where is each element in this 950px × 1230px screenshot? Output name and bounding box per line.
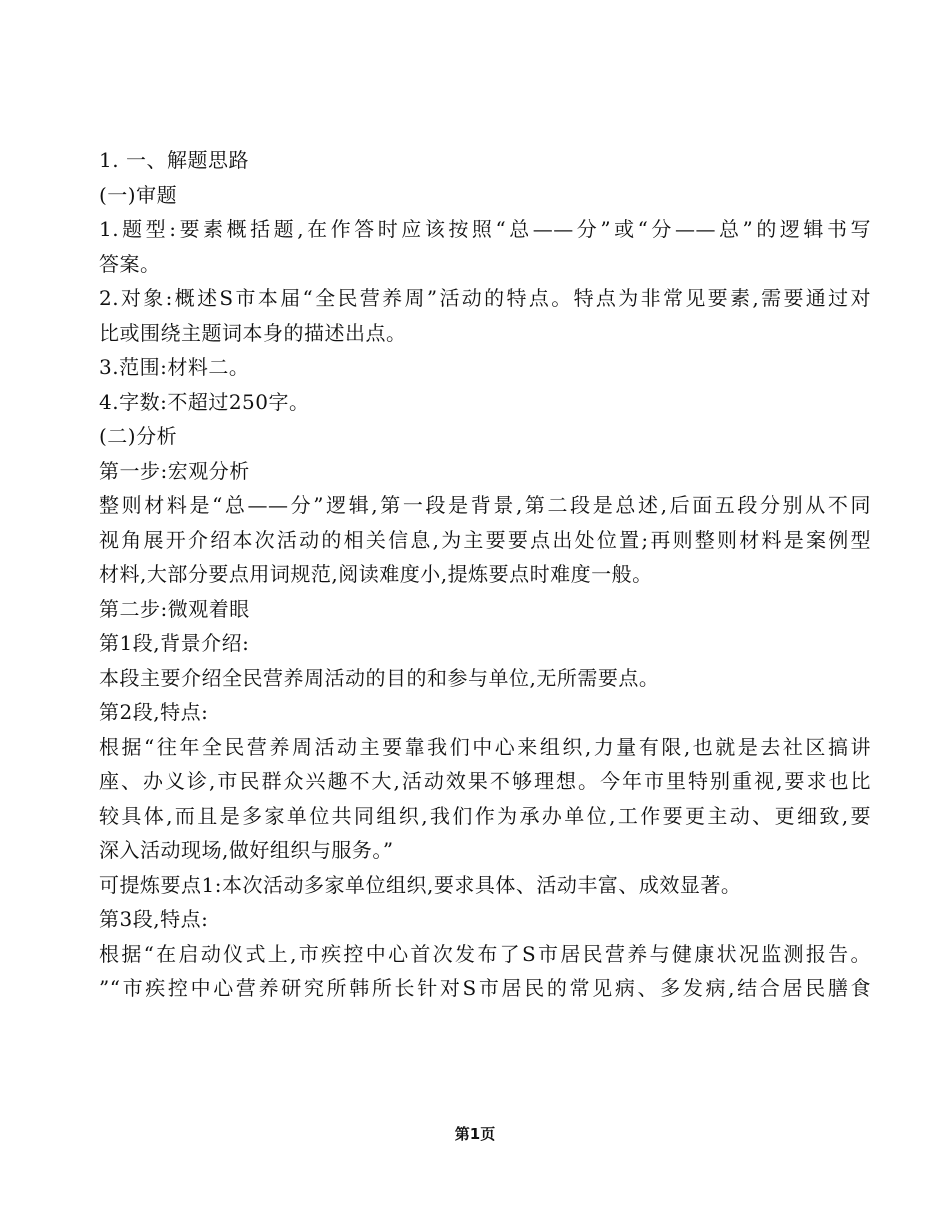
paragraph-line: 根据“在启动仪式上,市疾控中心首次发布了S市居民营养与健康状况监测报告。	[99, 941, 871, 966]
paragraph-line: 材料,大部分要点用词规范,阅读难度小,提炼要点时难度一般。	[99, 562, 653, 586]
document-body	[99, 143, 871, 1006]
paragraph-line: 1.题型:要素概括题,在作答时应该按照“总——分”或“分——总”的逻辑书写	[99, 217, 871, 241]
paragraph-line: 座、办义诊,市民群众兴趣不大,活动效果不够理想。今年市里特别重视,要求也比	[99, 769, 871, 793]
paragraph-line: ”“市疾控中心营养研究所韩所长针对S市居民的常见病、多发病,结合居民膳食	[99, 976, 871, 1000]
paragraph-label: 第2段,特点:	[99, 700, 209, 724]
paragraph-line: 本段主要介绍全民营养周活动的目的和参与单位,无所需要点。	[99, 665, 660, 690]
paragraph-line: 比或围绕主题词本身的描述出点。	[99, 320, 407, 345]
page-number: 第1页	[454, 1125, 496, 1143]
subsection-heading: (二)分析	[99, 424, 178, 448]
key-point-line: 可提炼要点1:本次活动多家单位组织,要求具体、活动丰富、成效显著。	[99, 872, 742, 897]
subsection-heading: (一)审题	[99, 182, 178, 207]
paragraph-line: 答案。	[99, 251, 161, 276]
paragraph-line: 3.范围:材料二。	[99, 355, 250, 379]
paragraph-line: 整则材料是“总——分”逻辑,第一段是背景,第二段是总述,后面五段分别从不同	[99, 493, 871, 517]
step-heading: 第一步:宏观分析	[99, 458, 250, 483]
step-heading: 第二步:微观着眼	[99, 596, 250, 621]
paragraph-line: 根据“往年全民营养周活动主要靠我们中心来组织,力量有限,也就是去社区搞讲	[99, 734, 871, 759]
paragraph-line: 深入活动现场,做好组织与服务。”	[99, 838, 394, 862]
paragraph-line: 4.字数:不超过250字。	[99, 389, 310, 414]
paragraph-label: 第1段,背景介绍:	[99, 631, 250, 655]
paragraph-line: 视角展开介绍本次活动的相关信息,为主要要点出处位置;再则整则材料是案例型	[99, 527, 871, 552]
paragraph-label: 第3段,特点:	[99, 907, 209, 931]
paragraph-line: 2.对象:概述S市本届“全民营养周”活动的特点。特点为非常见要素,需要通过对	[99, 286, 871, 310]
paragraph-line: 较具体,而且是多家单位共同组织,我们作为承办单位,工作要更主动、更细致,要	[99, 803, 871, 828]
section-heading: 1. 一、解题思路	[99, 148, 249, 172]
